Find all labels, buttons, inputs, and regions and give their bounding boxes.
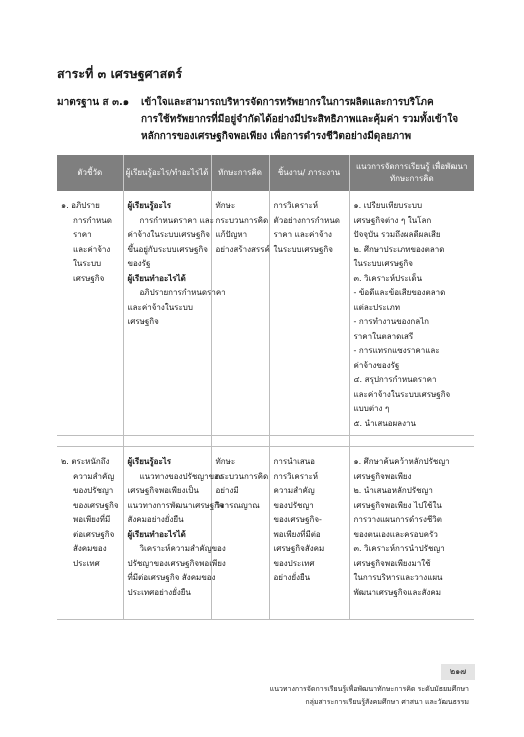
cell-line: ราคา และค่าจ้าง <box>273 230 332 239</box>
cell-line: ราคา <box>73 230 92 239</box>
cell-line: ๔. สรุปการกำหนดราคา <box>353 375 437 384</box>
cell-line: ๑. อภิปราย <box>61 201 100 210</box>
curriculum-table <box>57 155 474 620</box>
table-row <box>57 191 474 436</box>
header-learning: ผู้เรียนรู้อะไร/ทำอะไรได้ <box>123 155 211 191</box>
cell-line: ๒. ศึกษาประเภทของตลาด <box>353 244 445 254</box>
cell-line: เศรษฐกิจสังคม <box>273 544 325 553</box>
cell-line: ของเศรษฐกิจ <box>73 500 119 510</box>
subheading: ผู้เรียนทำอะไรได้ <box>127 273 186 283</box>
cell-line: เศรษฐกิจ <box>127 317 159 326</box>
cell-line: การนำเสนอ <box>273 457 315 466</box>
cell-line: - ข้อดีและข้อเสียของตลาด <box>353 288 446 297</box>
standard-line: เข้าใจและสามารถบริหารจัดการทรัพยากรในการผลิตและการบริโภค <box>141 97 434 108</box>
indicator-cell <box>57 191 123 436</box>
cell-line: ต่อเศรษฐกิจ <box>73 529 115 539</box>
cell-line: ในการบริหารและวางแผน <box>353 573 443 582</box>
cell-line: ความสำคัญ <box>273 486 315 495</box>
cell-line: ที่มีต่อเศรษฐกิจ สังคมของ <box>127 573 216 582</box>
cell-line: เศรษฐกิจพอเพียงเป็น <box>127 486 199 495</box>
cell-line: พอเพียงที่มี <box>73 515 111 524</box>
page-number: ๒๑๗ <box>441 664 475 680</box>
approach-cell <box>349 447 474 620</box>
cell-line: วิเคราะห์ความสำคัญของ <box>139 544 226 553</box>
cell-line: พอเพียงที่มีต่อ <box>273 529 321 539</box>
cell-line: การกำหนด <box>73 215 112 225</box>
cell-line: ในระบบเศรษฐกิจ <box>353 259 413 268</box>
cell-line: ในระบบเศรษฐกิจ <box>273 244 333 254</box>
subheading: ผู้เรียนทำอะไรได้ <box>127 529 186 539</box>
approach-cell <box>349 191 474 436</box>
cell-line: ความสำคัญ <box>73 471 115 481</box>
cell-line: กระบวนการคิด <box>215 471 269 481</box>
cell-line: ทักษะ <box>215 457 236 466</box>
cell-line: ๑. เปรียบเทียบระบบ <box>353 201 423 210</box>
cell-line: ในระบบ <box>73 259 102 268</box>
cell-line: เศรษฐกิจต่าง ๆ ในโลก <box>353 215 432 225</box>
standard-line: การใช้ทรัพยากรที่มีอยู่จำกัดได้อย่างมีประสิทธิภาพและคุ้มค่า รวมทั้งเข้าใจ <box>141 114 459 125</box>
cell-line: และค่าจ้าง <box>73 244 111 254</box>
cell-line: แบบต่าง ๆ <box>353 404 390 413</box>
cell-line: ของตนเองและครอบครัว <box>353 529 438 539</box>
cell-line: ๒. นำเสนอหลักปรัชญา <box>353 486 433 495</box>
cell-line: แนวทางของปรัชญาของ <box>139 471 223 481</box>
cell-line: สังคมอย่างยั่งยืน <box>127 515 184 524</box>
skill-cell <box>211 447 269 620</box>
header-indicator: ตัวชี้วัด <box>57 155 123 191</box>
cell-line: แนวทางการพัฒนาเศรษฐกิจ <box>127 500 224 510</box>
cell-line: อย่างยั่งยืน <box>273 573 311 582</box>
cell-line: การวิเคราะห์ <box>273 471 319 481</box>
cell-line: ขึ้นอยู่กับระบบเศรษฐกิจ <box>127 244 208 254</box>
standard-text <box>141 94 477 145</box>
cell-line: ๓. วิเคราะห์การนำปรัชญา <box>353 544 445 553</box>
work-cell <box>269 191 349 436</box>
cell-line: ๕. นำเสนอผลงาน <box>353 418 416 428</box>
cell-line: วิจารณญาณ <box>215 500 260 510</box>
table-row <box>57 447 474 620</box>
spacer-cell <box>269 436 349 447</box>
page-title: สาระที่ ๓ เศรษฐศาสตร์ <box>57 66 183 81</box>
cell-line: เศรษฐกิจพอเพียงมาใช้ <box>353 558 431 568</box>
footer-line: แนวทางการจัดการเรียนรู้เพื่อพัฒนาทักษะการคิด ระดับมัธยมศึกษา <box>269 685 469 693</box>
standard-line: หลักการของเศรษฐกิจพอเพียง เพื่อการดำรงชีวิตอย่างมีดุลยภาพ <box>141 131 412 142</box>
work-cell <box>269 447 349 620</box>
table-header-row <box>57 155 474 191</box>
cell-line: อภิปรายการกำหนดราคา <box>139 288 226 297</box>
cell-line: แก้ปัญหา <box>215 230 248 239</box>
spacer-cell <box>349 436 474 447</box>
cell-line: ของปรัชญา <box>273 500 314 510</box>
standard-code: มาตรฐาน ส ๓.๑ <box>57 97 130 108</box>
header-approach: แนวการจัดการเรียนรู้ เพื่อพัฒนาทักษะการคิด <box>349 155 474 191</box>
cell-line: เศรษฐกิจพอเพียง <box>353 471 412 481</box>
cell-line: ประเทศอย่างยั่งยืน <box>127 587 191 597</box>
cell-line: ประเทศ <box>73 558 100 568</box>
header-work: ชิ้นงาน/ ภาระงาน <box>269 155 349 191</box>
subheading: ผู้เรียนรู้อะไร <box>127 201 172 210</box>
cell-line: ๓. วิเคราะห์ประเด็น <box>353 273 423 283</box>
spacer-cell <box>211 436 269 447</box>
row-spacer <box>57 436 474 447</box>
cell-line: แต่ละประเภท <box>353 302 401 312</box>
cell-line: ของปรัชญา <box>73 486 114 495</box>
cell-line: และค่าจ้างในระบบเศรษฐกิจ <box>353 389 451 399</box>
cell-line: - การแทรกแซงราคาและ <box>353 346 440 355</box>
header-thinking-skill: ทักษะการคิด <box>211 155 269 191</box>
cell-line: พัฒนาเศรษฐกิจและสังคม <box>353 587 442 597</box>
cell-line: อย่างมี <box>215 486 239 495</box>
cell-line: ๒. ตระหนักถึง <box>61 457 110 466</box>
cell-line: เศรษฐกิจ <box>73 273 105 283</box>
cell-line: การวางแผนการดำรงชีวิต <box>353 515 442 524</box>
cell-line: ของเศรษฐกิจ- <box>273 515 322 524</box>
cell-line: ของประเทศ <box>273 558 315 568</box>
cell-line: กระบวนการคิด <box>215 215 269 225</box>
indicator-cell <box>57 447 123 620</box>
cell-line: ปัจจุบัน รวมถึงผลดีผลเสีย <box>353 230 441 239</box>
spacer-cell <box>123 436 211 447</box>
cell-line: เศรษฐกิจพอเพียง ไปใช้ใน <box>353 500 442 510</box>
cell-line: ทักษะ <box>215 201 236 210</box>
cell-line: ๑. ศึกษาค้นคว้าหลักปรัชญา <box>353 457 450 466</box>
cell-line: ราคาในตลาดเสรี <box>353 331 414 341</box>
cell-line: ค่าจ้างของรัฐ <box>353 360 400 370</box>
cell-line: สังคมของ <box>73 544 107 553</box>
cell-line: การวิเคราะห์ <box>273 201 319 210</box>
cell-line: อย่างสร้างสรรค์ <box>215 244 270 254</box>
cell-line: ค่าจ้างในระบบเศรษฐกิจ <box>127 230 210 239</box>
cell-line: ของรัฐ <box>127 259 151 268</box>
cell-line: การกำหนดราคา และ <box>139 215 214 225</box>
footer-line: กลุ่มสาระการเรียนรู้สังคมศึกษา ศาสนา และวัฒนธรรม <box>305 698 469 706</box>
cell-line: ตัวอย่างการกำหนด <box>273 215 340 225</box>
cell-line: ปรัชญาของเศรษฐกิจพอเพียง <box>127 558 226 568</box>
page-footer <box>270 683 469 709</box>
spacer-cell <box>57 436 123 447</box>
subheading: ผู้เรียนรู้อะไร <box>127 457 172 466</box>
cell-line: - การทำงานของกลไก <box>353 317 429 326</box>
skill-cell <box>211 191 269 436</box>
learning-standard <box>57 94 477 145</box>
cell-line: และค่าจ้างในระบบ <box>127 302 193 312</box>
